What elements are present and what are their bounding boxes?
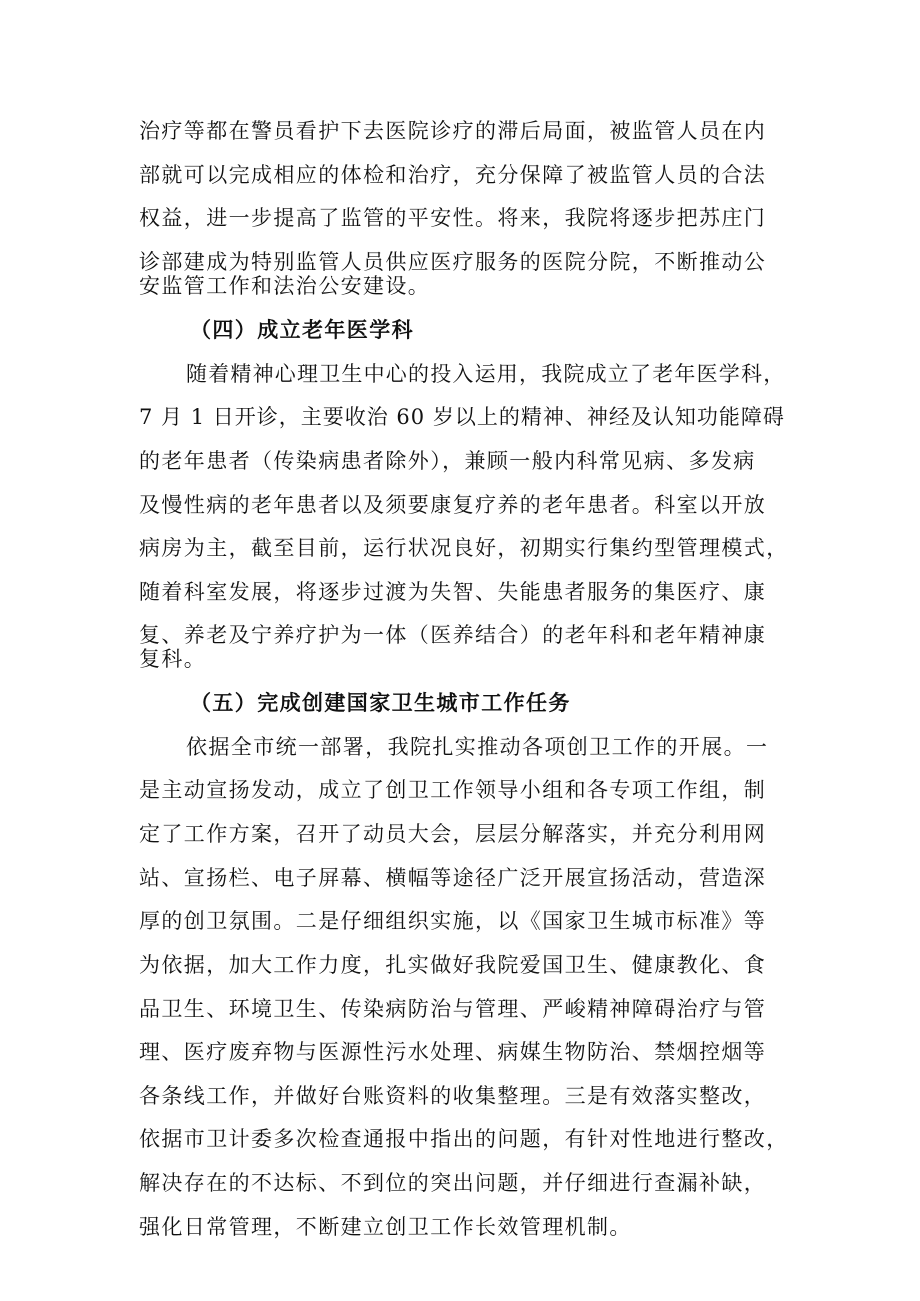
text-line: 站、宣扬栏、电子屏幕、横幅等途径广泛开展宣扬活动，营造深 xyxy=(139,866,767,890)
text-line: 的老年患者（传染病患者除外），兼顾一般内科常见病、多发病 xyxy=(139,449,756,473)
text-line: 部就可以完成相应的体检和治疗，充分保障了被监管人员的合法 xyxy=(139,163,767,187)
section-heading-5: （五）完成创建国家卫生城市工作任务 xyxy=(190,691,571,715)
text-line: 诊部建成为特别监管人员供应医疗服务的医院分院，不断推动公 xyxy=(139,250,767,274)
paragraph-first-line: 随着精神心理卫生中心的投入运用，我院成立了老年医学科， xyxy=(186,362,786,386)
text-line: 厚的创卫氛围。二是仔细组织实施，以《国家卫生城市标准》等 xyxy=(139,909,767,933)
text-line: 安监管工作和法治公安建设。 xyxy=(139,274,431,298)
section-heading-4: （四）成立老年医学科 xyxy=(190,318,414,342)
text-line: 复、养老及宁养疗护为一体（医养结合）的老年科和老年精神康 xyxy=(139,623,767,647)
text-line: 及慢性病的老年患者以及须要康复疗养的老年患者。科室以开放 xyxy=(139,493,767,517)
text-line: 7 月 1 日开诊，主要收治 60 岁以上的精神、神经及认知功能障碍 xyxy=(139,405,785,429)
text-line: 随着科室发展，将逐步过渡为失智、失能患者服务的集医疗、康 xyxy=(139,580,767,604)
text-line: 权益，进一步提高了监管的平安性。将来，我院将逐步把苏庄门 xyxy=(139,206,767,230)
text-line: 为依据，加大工作力度，扎实做好我院爱国卫生、健康教化、食 xyxy=(139,953,767,977)
text-line: 定了工作方案，召开了动员大会，层层分解落实，并充分利用网 xyxy=(139,822,767,846)
text-line: 复科。 xyxy=(139,647,207,671)
text-line: 治疗等都在警员看护下去医院诊疗的滞后局面，被监管人员在内 xyxy=(139,119,767,143)
text-line: 解决存在的不达标、不到位的突出问题，并仔细进行查漏补缺， xyxy=(139,1171,767,1195)
paragraph-first-line: 依据全市统一部署，我院扎实推动各项创卫工作的开展。一 xyxy=(186,735,769,759)
text-line: 强化日常管理，不断建立创卫工作长效管理机制。 xyxy=(139,1215,632,1239)
text-line: 是主动宣扬发动，成立了创卫工作领导小组和各专项工作组，制 xyxy=(139,778,767,802)
text-line: 品卫生、环境卫生、传染病防治与管理、严峻精神障碍治疗与管 xyxy=(139,997,767,1021)
text-line: 依据市卫计委多次检查通报中指出的问题，有针对性地进行整改， xyxy=(139,1127,789,1151)
text-line: 各条线工作，并做好台账资料的收集整理。三是有效落实整改， xyxy=(139,1084,767,1108)
text-line: 理、医疗废弃物与医源性污水处理、病媒生物防治、禁烟控烟等 xyxy=(139,1040,767,1064)
text-line: 病房为主，截至目前，运行状况良好，初期实行集约型管理模式， xyxy=(139,536,789,560)
